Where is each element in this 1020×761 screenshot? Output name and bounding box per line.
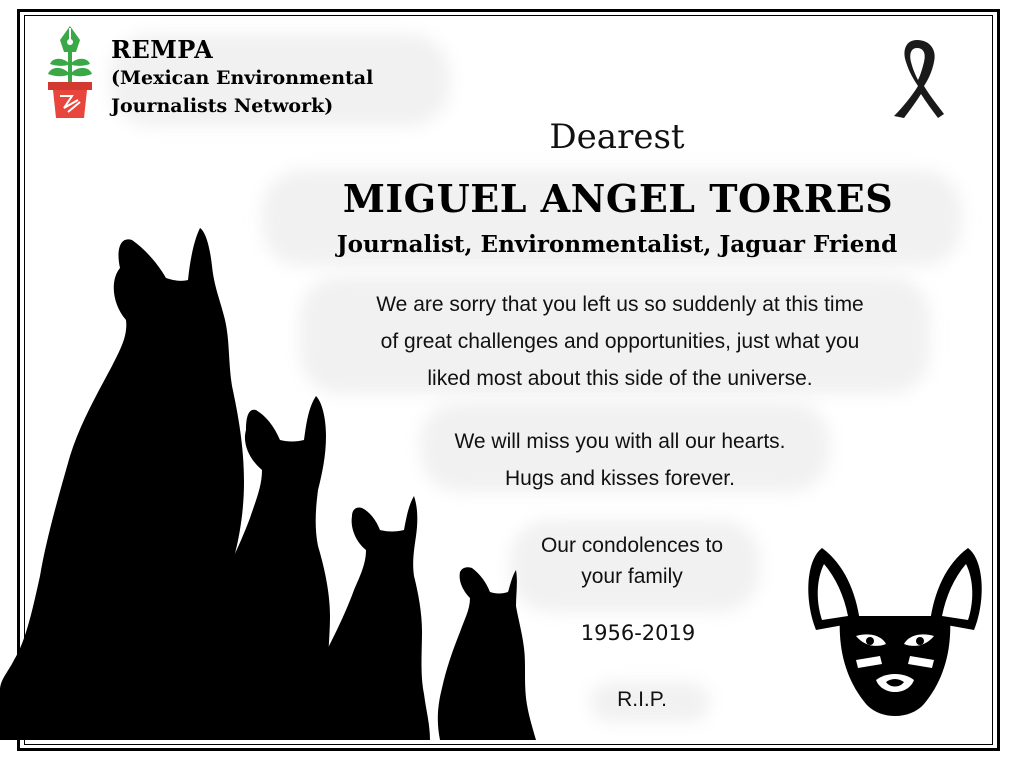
message-line: Our condolences to [540, 534, 724, 557]
honoree-name: MIGUEL ANGEL TORRES [342, 176, 894, 221]
pen-nib-plant-logo [42, 24, 98, 122]
honoree-roles: Journalist, Environmentalist, Jaguar Friend [336, 231, 898, 258]
dog-face-mask-icon [800, 540, 990, 730]
organization-full-name-line2: Journalists Network) [111, 95, 334, 117]
mourning-ribbon-icon [888, 36, 946, 120]
message-line: liked most about this side of the universe. [427, 367, 813, 390]
organization-full-name-line1: (Mexican Environmental [111, 67, 374, 89]
greeting: Dearest [549, 117, 685, 157]
message-line: your family [581, 565, 683, 588]
message-line: We are sorry that you left us so suddenly at this time [376, 293, 864, 316]
message-line: Hugs and kisses forever. [505, 467, 735, 490]
message-line: We will miss you with all our hearts. [454, 430, 786, 453]
xoloitzcuintle-dogs-silhouette [0, 220, 560, 750]
message-line: of great challenges and opportunities, just what you [380, 330, 860, 353]
organization-block [111, 36, 373, 120]
rip-text: R.I.P. [617, 688, 667, 711]
organization-name: REMPA [111, 35, 214, 64]
life-years: 1956-2019 [580, 621, 696, 645]
